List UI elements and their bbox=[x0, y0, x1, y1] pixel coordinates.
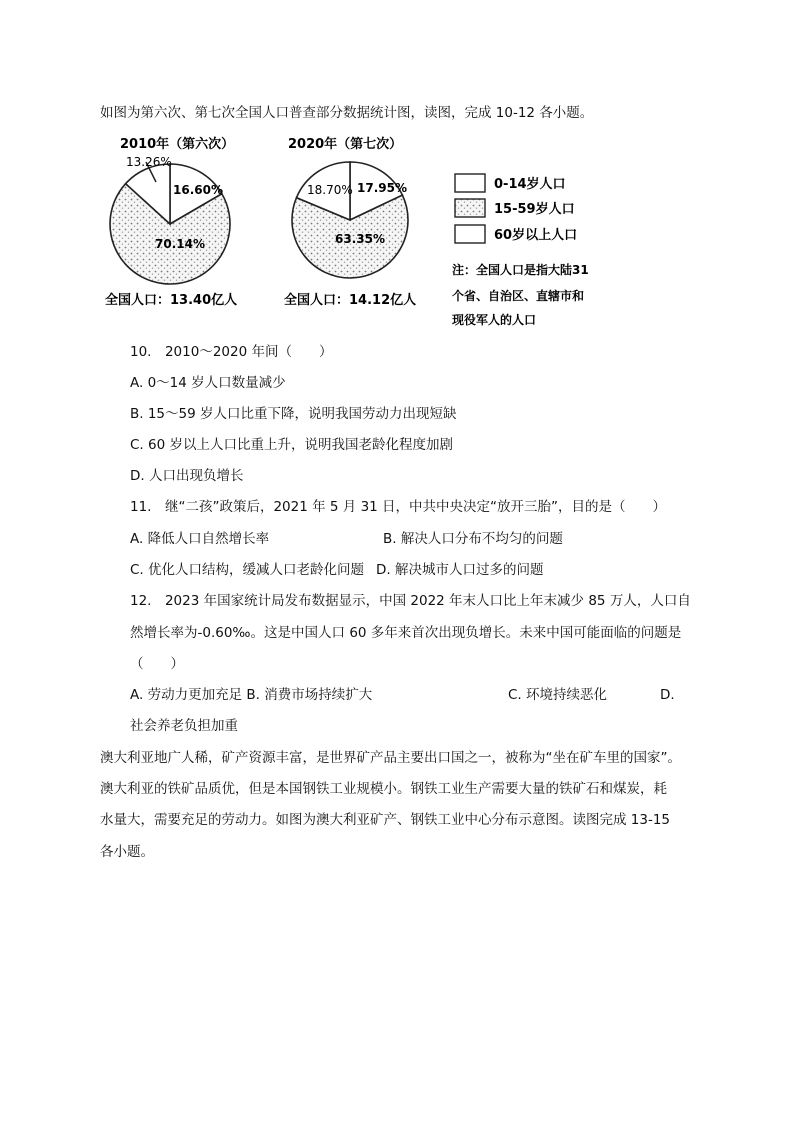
q11-stem: 11. 继“二孩”政策后，2021 年 5 月 31 日，中共中央决定“放开三胎”，目的是（ ） bbox=[130, 499, 667, 515]
q12-stem-line-1: 12. 2023 年国家统计局发布数据显示，中国 2022 年末人口比上年末减少 85 万人，人口自 bbox=[130, 593, 691, 609]
legend-swatch-15-59 bbox=[455, 199, 485, 217]
pie-chart-2020 bbox=[292, 162, 408, 278]
q12-option-c: C. 环境持续恶化 bbox=[508, 687, 608, 703]
q12-stem-line-2: 然增长率为-0.60‰。这是中国人口 60 多年来首次出现负增长。未来中国可能面临的问题是 bbox=[130, 625, 682, 641]
pie-chart-2010 bbox=[110, 164, 230, 284]
q12-option-d-text: 社会养老负担加重 bbox=[130, 718, 238, 734]
legend-label-0-14: 0-14岁人口 bbox=[494, 177, 566, 192]
figure-note-3: 现役军人的人口 bbox=[452, 313, 537, 327]
chart-2020-total: 全国人口：14.12亿人 bbox=[284, 293, 417, 308]
legend-label-15-59: 15-59岁人口 bbox=[494, 202, 575, 217]
legend-swatch-60 bbox=[455, 225, 485, 243]
legend bbox=[455, 174, 577, 243]
pie-2010-label-60: 13.26% bbox=[126, 155, 172, 169]
legend-label-60: 60岁以上人口 bbox=[494, 228, 578, 243]
q12-option-d-letter: D. bbox=[660, 687, 675, 703]
intro-text-2-line-2: 澳大利亚的铁矿品质优，但是本国钢铁工业规模小。钢铁工业生产需要大量的铁矿石和煤炭，耗 bbox=[100, 781, 667, 797]
pie-2020-label-15-59: 63.35% bbox=[335, 232, 385, 246]
legend-swatch-0-14 bbox=[455, 174, 485, 192]
pie-2020-label-60: 18.70% bbox=[307, 183, 353, 197]
q11-option-d: D. 解决城市人口过多的问题 bbox=[376, 562, 544, 578]
q11-option-b: B. 解决人口分布不均匀的问题 bbox=[383, 531, 563, 547]
chart-2010-total: 全国人口：13.40亿人 bbox=[105, 293, 238, 308]
pie-2010-label-0-14: 16.60% bbox=[173, 183, 223, 197]
intro-text-2-line-3: 水量大，需要充足的劳动力。如图为澳大利亚矿产、钢铁工业中心分布示意图。读图完成 13-15 bbox=[100, 812, 671, 828]
q11-option-a: A. 降低人口自然增长率 bbox=[130, 531, 270, 547]
q10-option-a: A. 0～14 岁人口数量减少 bbox=[130, 375, 286, 391]
intro-text-1: 如图为第六次、第七次全国人口普查部分数据统计图，读图，完成 10-12 各小题。 bbox=[100, 105, 594, 121]
q12-stem-line-3: （ ） bbox=[130, 656, 184, 672]
q10-option-b: B. 15～59 岁人口比重下降，说明我国劳动力出现短缺 bbox=[130, 406, 457, 422]
intro-text-2-line-4: 各小题。 bbox=[100, 844, 154, 860]
chart-2010-title: 2010年（第六次） bbox=[120, 137, 235, 152]
intro-text-2-line-1: 澳大利亚地广人稀，矿产资源丰富，是世界矿产品主要出口国之一，被称为“坐在矿车里的国家”。 bbox=[100, 750, 681, 766]
q10-option-c: C. 60 岁以上人口比重上升，说明我国老龄化程度加剧 bbox=[130, 437, 453, 453]
figure-note-2: 个省、自治区、直辖市和 bbox=[452, 289, 585, 303]
figure-note-1: 注：全国人口是指大陆31 bbox=[452, 263, 589, 277]
chart-2020-title: 2020年（第七次） bbox=[288, 137, 403, 152]
pie-2010-label-15-59: 70.14% bbox=[155, 237, 205, 251]
q10-option-d: D. 人口出现负增长 bbox=[130, 468, 244, 484]
population-census-figure bbox=[100, 132, 620, 332]
q11-option-c: C. 优化人口结构，缓减人口老龄化问题 bbox=[130, 562, 365, 578]
pie-2020-label-0-14: 17.95% bbox=[357, 181, 407, 195]
q10-stem: 10. 2010～2020 年间（ ） bbox=[130, 344, 333, 360]
q12-option-ab: A. 劳动力更加充足 B. 消费市场持续扩大 bbox=[130, 687, 373, 703]
